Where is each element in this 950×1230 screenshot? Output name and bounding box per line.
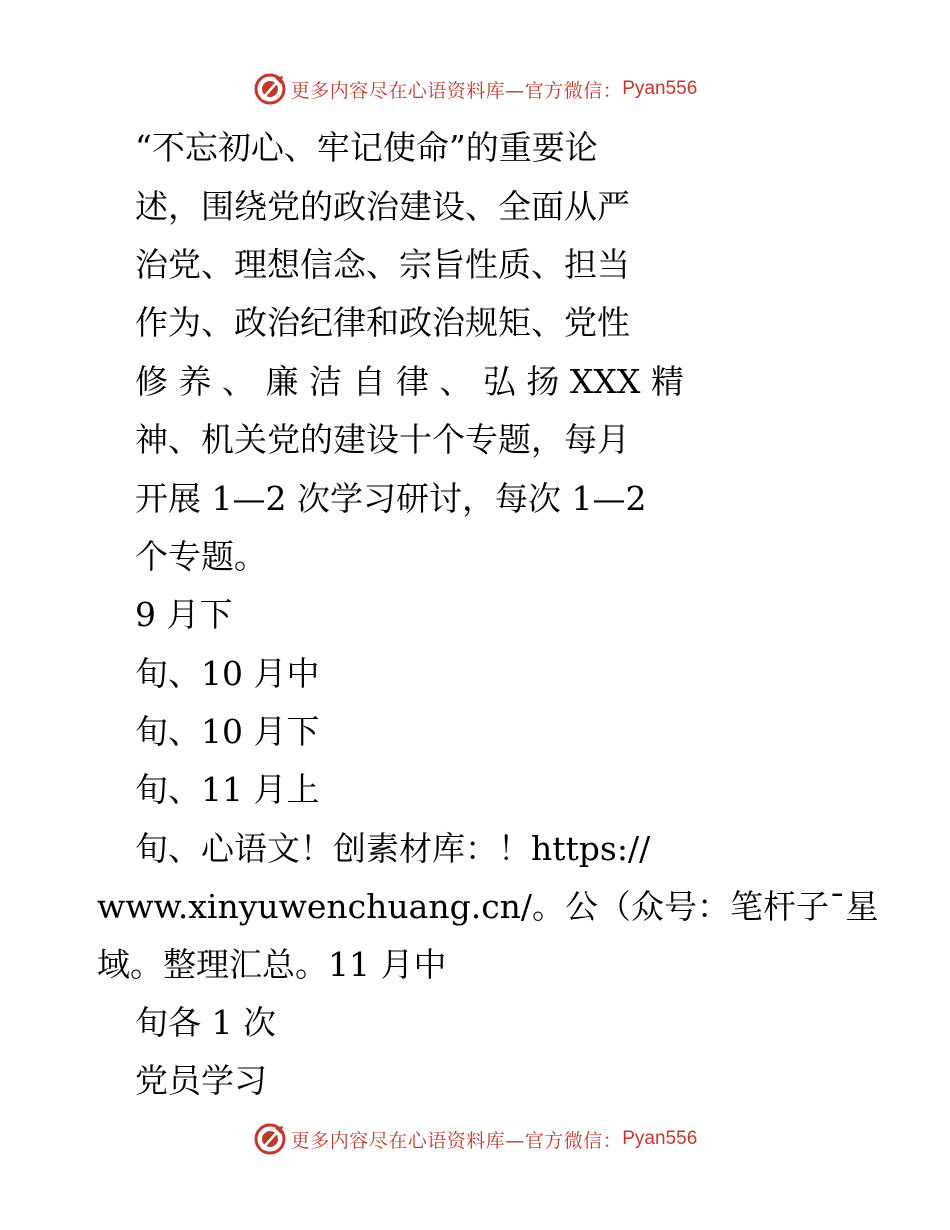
- text-line: 作为、政治纪律和政治规矩、党性: [135, 303, 630, 342]
- text-line: 旬、11 月上: [135, 770, 320, 809]
- banner-text: 更多内容尽在心语资料库—官方微信：: [290, 1129, 623, 1152]
- text-line: 旬、10 月下: [135, 712, 320, 751]
- text-line: 述，围绕党的政治建设、全面从严: [135, 187, 630, 226]
- text-line: “不忘初心、牢记使命”的重要论: [135, 128, 598, 167]
- text-line: 旬各 1 次: [135, 1003, 276, 1042]
- pen-seal-icon: [253, 1122, 287, 1156]
- text-line: 旬、心语文！创素材库：！https://: [135, 829, 651, 868]
- text-line: 修 养 、 廉 洁 自 律 、 弘 扬 XXX 精: [135, 362, 684, 401]
- text-line: 开展 1—2 次学习研讨，每次 1—2: [135, 479, 647, 518]
- text-line: 9 月下: [135, 595, 233, 634]
- wechat-id: Pyan556: [622, 1128, 698, 1149]
- text-line: www.xinyuwenchuang.cn/。公（众号：笔杆子¯星: [97, 887, 879, 926]
- footer-banner: [0, 1122, 950, 1156]
- text-line: 神、机关党的建设十个专题，每月: [135, 420, 630, 459]
- text-line: 旬、10 月中: [135, 654, 320, 693]
- wechat-id: Pyan556: [622, 78, 698, 99]
- text-line: 治党、理想信念、宗旨性质、担当: [135, 245, 630, 284]
- text-line: 党员学习: [135, 1061, 267, 1100]
- banner-text: 更多内容尽在心语资料库—官方微信：: [290, 79, 623, 102]
- text-line: 个专题。: [135, 537, 267, 576]
- text-line: 域。整理汇总。11 月中: [97, 945, 447, 984]
